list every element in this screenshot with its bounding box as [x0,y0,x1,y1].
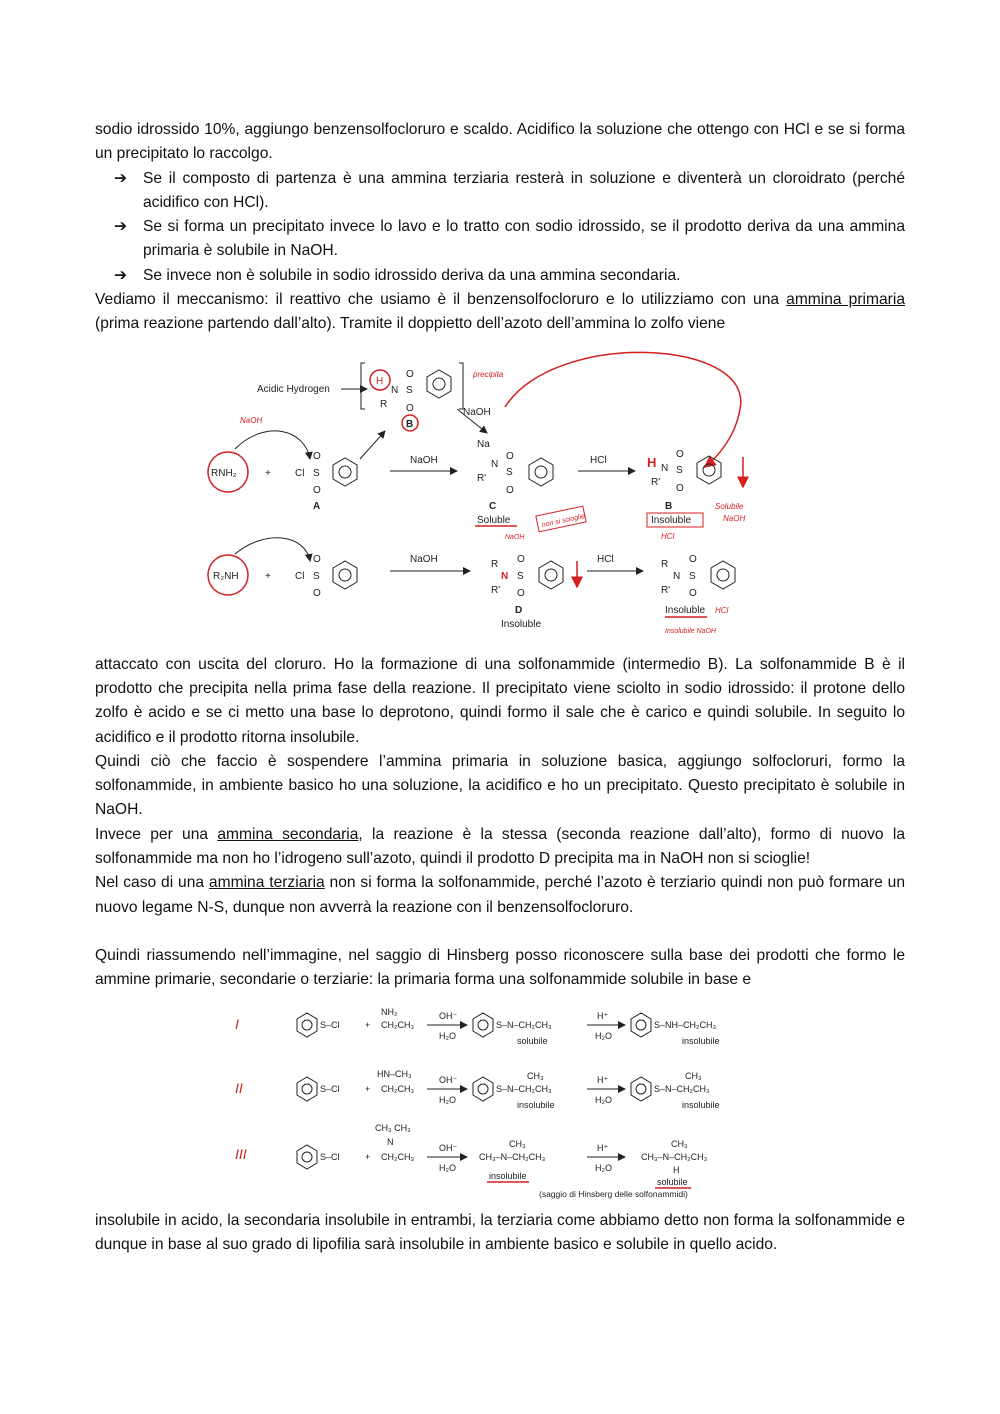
bullet-item: ➔ Se si forma un precipitato invece lo lavo e lo tratto con sodio idrossido, se il prodotto deriva da una ammina primaria è solubile in NaOH. [143,215,905,264]
svg-text:S: S [506,466,513,478]
svg-text:O: O [689,587,697,599]
svg-text:O: O [313,587,321,599]
svg-text:CH₃ CH₃: CH₃ CH₃ [375,1122,411,1133]
svg-text:CH₃: CH₃ [671,1138,688,1149]
svg-text:HCl: HCl [661,531,675,541]
svg-text:B: B [665,500,673,512]
svg-text:Soluble: Soluble [477,514,511,526]
svg-text:NaOH: NaOH [410,454,438,466]
paragraph-body-1: attaccato con uscita del cloruro. Ho la formazione di una solfonammide (intermedio B). La solfonammide B è il prodotto che precipita nella prima fase della reazione. Il precipitato viene sciolto in sodio idrossido: il protone dello zolfo è acido e se ci metto una base lo deprotono, quindi formo il sale che è carico e quindi solubile. In seguito lo acidifico e il prodotto ritorna insolubile. [95,655,905,746]
svg-text:N: N [501,570,509,582]
figure-hinsberg-summary [227,999,757,1201]
svg-text:H₂O: H₂O [595,1162,612,1173]
svg-text:N: N [387,1136,394,1147]
svg-text:NaOH: NaOH [240,415,263,425]
svg-text:Cl: Cl [295,570,305,582]
svg-text:O: O [517,553,525,565]
svg-text:solubile: solubile [657,1176,688,1187]
svg-text:H₂O: H₂O [439,1162,456,1173]
svg-text:+: + [365,1019,371,1030]
svg-text:NaOH: NaOH [505,533,525,541]
svg-text:R': R' [651,476,661,488]
svg-text:R: R [661,558,669,570]
svg-text:insolubile: insolubile [517,1099,555,1110]
svg-text:S–N–CH₂CH₃: S–N–CH₂CH₃ [496,1019,552,1030]
bullet-list [95,167,905,288]
bullet-item: ➔ Se invece non è solubile in sodio idrossido deriva da una ammina secondaria. [143,264,905,288]
bullet-item: ➔ Se il composto di partenza è una ammina terziaria resterà in soluzione e diventerà un cloroidrato (perché acidifico con HCl). [143,167,905,216]
paragraph-body-2: Quindi ciò che faccio è sospendere l’ammina primaria in soluzione basica, aggiungo solfocloruri, formo la solfonammide, in ambiente basico ho una soluzione, la acidifico e ho un precipitato. Questo precipitato è solubile in NaOH. [95,752,905,819]
svg-text:R₂NH: R₂NH [213,570,239,582]
svg-text:+: + [365,1083,371,1094]
svg-text:R': R' [477,472,487,484]
svg-text:O: O [406,402,414,414]
svg-text:CH₂CH₃: CH₂CH₃ [381,1019,415,1030]
svg-text:B: B [406,418,414,430]
svg-text:OH⁻: OH⁻ [439,1074,458,1085]
svg-text:N: N [491,458,499,470]
svg-text:O: O [313,553,321,565]
svg-text:S: S [689,570,696,582]
paragraph-intro: sodio idrossido 10%, aggiungo benzensolfocloruro e scaldo. Acidifico la soluzione che ottengo con HCl e se si forma un precipitato lo raccolgo. [95,121,905,163]
svg-text:CH₂CH₃: CH₂CH₃ [381,1151,415,1162]
svg-text:R: R [380,398,388,410]
svg-text:O: O [506,484,514,496]
svg-text:non si scioglie: non si scioglie [541,512,586,529]
svg-text:I: I [235,1015,239,1032]
svg-text:H: H [376,375,384,387]
svg-text:D: D [515,604,523,616]
svg-text:+: + [265,467,271,479]
svg-text:II: II [235,1079,243,1096]
svg-text:O: O [689,553,697,565]
svg-text:insolubile: insolubile [489,1170,527,1181]
svg-text:A: A [313,500,321,512]
svg-text:N: N [673,570,681,582]
svg-text:HCl: HCl [597,553,614,565]
arrow-bullet-icon: ➔ [114,218,128,236]
svg-text:Insoluble: Insoluble [651,514,692,526]
svg-text:HCl: HCl [590,454,607,466]
svg-text:O: O [313,450,321,462]
svg-text:O: O [406,368,414,380]
svg-text:insolubile: insolubile [682,1099,720,1110]
svg-text:HCl: HCl [715,605,729,615]
svg-text:Insolubile NaOH: Insolubile NaOH [665,627,716,635]
svg-text:H₂O: H₂O [439,1094,456,1105]
svg-text:NaOH: NaOH [463,406,491,418]
svg-text:N: N [391,384,399,396]
svg-text:S–Cl: S–Cl [320,1019,340,1030]
svg-text:O: O [506,450,514,462]
svg-text:Na: Na [477,438,490,450]
svg-text:CH₃: CH₃ [527,1070,544,1081]
svg-text:H₂O: H₂O [439,1030,456,1041]
arrow-bullet-icon: ➔ [114,169,128,187]
svg-text:insolubile: insolubile [682,1035,720,1046]
svg-text:OH⁻: OH⁻ [439,1142,458,1153]
svg-text:NH₂: NH₂ [381,1006,398,1017]
svg-text:S–N–CH₂CH₃: S–N–CH₂CH₃ [496,1083,552,1094]
paragraph-body-4: Nel caso di una ammina terziaria non si forma la solfonammide, perché l’azoto è terziario quindi non può formare un nuovo legame N-S, dunque non avverrà la reazione con il benzensolfocloruro. [95,874,905,916]
svg-text:H₂O: H₂O [595,1094,612,1105]
svg-text:O: O [313,484,321,496]
svg-text:OH⁻: OH⁻ [439,1010,458,1021]
svg-text:HN–CH₃: HN–CH₃ [377,1068,412,1079]
svg-text:O: O [676,448,684,460]
svg-text:O: O [517,587,525,599]
svg-text:H⁺: H⁺ [597,1010,609,1021]
svg-text:CH₃–N–CH₂CH₃: CH₃–N–CH₂CH₃ [641,1151,708,1162]
acidic-hydrogen-label: Acidic Hydrogen [257,383,330,395]
svg-text:CH₃–N–CH₂CH₃: CH₃–N–CH₂CH₃ [479,1151,546,1162]
svg-text:R': R' [661,584,671,596]
svg-text:N: N [661,462,669,474]
svg-text:H: H [673,1164,680,1175]
paragraph-body-3: Invece per una ammina secondaria, la reazione è la stessa (seconda reazione dall’alto), formo di nuovo la solfonammide ma non ho l’idrogeno sull’azoto, quindi il prodotto D precipita ma in NaOH non si scioglie! [95,825,905,868]
svg-text:R: R [491,558,499,570]
svg-text:CH₃: CH₃ [509,1138,526,1149]
svg-text:NaOH: NaOH [723,513,746,523]
svg-text:Solubile: Solubile [715,501,744,511]
paragraph-summary: Quindi riassumendo nell’immagine, nel saggio di Hinsberg posso riconoscere sulla base dei prodotti che formo le ammine primarie, secondarie o terziarie: la primaria forma una solfonammide solubile in base e [95,946,905,989]
svg-text:+: + [265,570,271,582]
svg-text:(saggio di Hinsberg delle solf: (saggio di Hinsberg delle solfonammidi) [539,1188,688,1199]
figure-hinsberg-mechanism [195,349,780,641]
svg-text:H⁺: H⁺ [597,1074,609,1085]
svg-text:H₂O: H₂O [595,1030,612,1041]
svg-text:S–NH–CH₂CH₃: S–NH–CH₂CH₃ [654,1019,717,1030]
svg-text:Insoluble: Insoluble [501,618,542,630]
document-page [95,118,905,1257]
svg-text:solubile: solubile [517,1035,548,1046]
svg-text:R': R' [491,584,501,596]
svg-text:Insoluble: Insoluble [665,604,706,616]
svg-text:S: S [313,570,320,582]
svg-text:CH₂CH₃: CH₂CH₃ [381,1083,415,1094]
svg-text:RNH₂: RNH₂ [211,467,237,479]
paragraph-mechanism: Vediamo il meccanismo: il reattivo che usiamo è il benzensolfocloruro e lo utilizziamo con una ammina primaria (prima reazione partendo dall’alto). Tramite il doppietto dell’azoto dell’ammina lo zolfo viene [95,291,905,333]
svg-text:C: C [489,500,497,512]
svg-text:S: S [313,467,320,479]
paragraph-conclusion: insolubile in acido, la secondaria insolubile in entrambi, la terziaria come abbiamo detto non forma la solfonammide e dunque in base al suo grado di lipofilia sarà insolubile in ambiente basico e solubile in quello acido. [95,1211,905,1253]
svg-text:precipita: precipita [473,369,504,379]
svg-text:S: S [406,384,413,396]
svg-text:S: S [676,464,683,476]
svg-text:III: III [235,1145,247,1162]
arrow-bullet-icon: ➔ [114,266,128,284]
svg-text:NaOH: NaOH [410,553,438,565]
svg-text:+: + [365,1151,371,1162]
svg-text:S–Cl: S–Cl [320,1151,340,1162]
svg-text:H⁺: H⁺ [597,1142,609,1153]
svg-text:Cl: Cl [295,467,305,479]
svg-text:S–N–CH₂CH₃: S–N–CH₂CH₃ [654,1083,710,1094]
svg-text:H: H [647,454,657,470]
svg-text:O: O [676,482,684,494]
svg-text:S: S [517,570,524,582]
svg-text:S–Cl: S–Cl [320,1083,340,1094]
svg-text:CH₃: CH₃ [685,1070,702,1081]
